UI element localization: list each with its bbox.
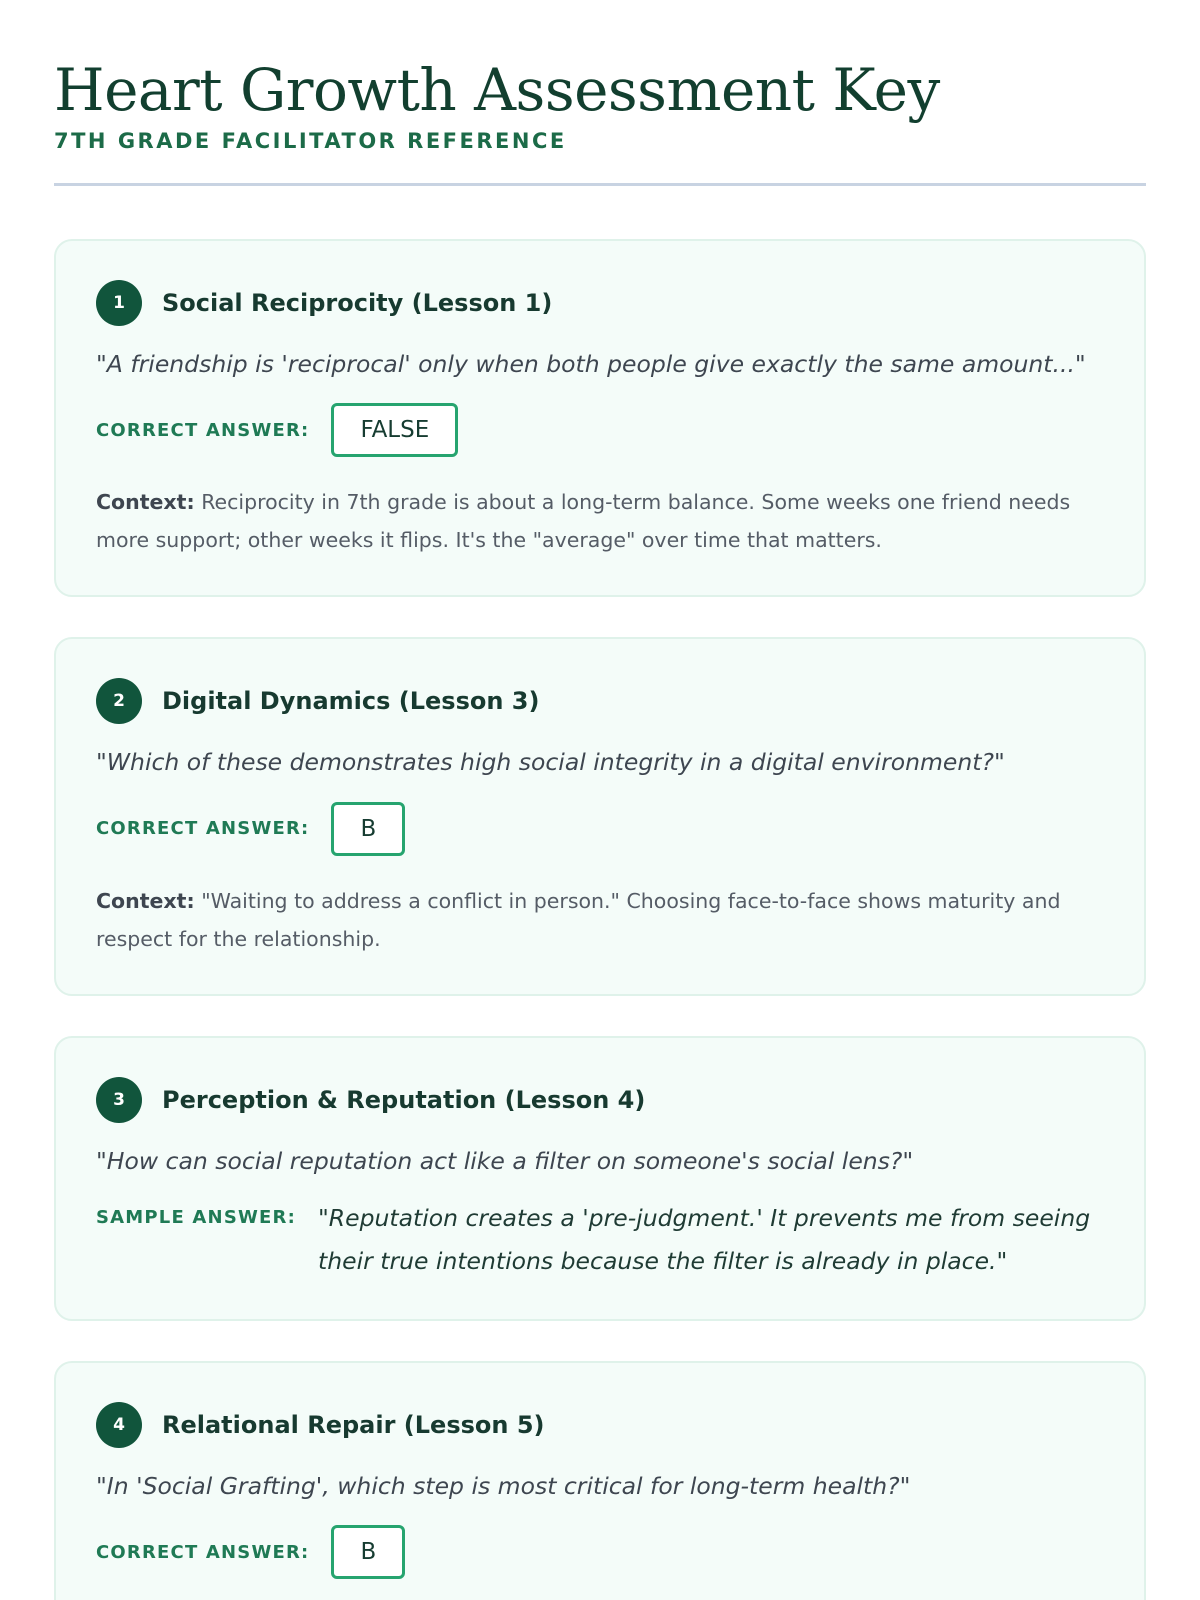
question-card-1 xyxy=(54,239,1146,598)
card-title: Relational Repair (Lesson 5) xyxy=(162,1410,545,1439)
question-card-2 xyxy=(54,637,1146,996)
question-text: "A friendship is 'reciprocal' only when both people give exactly the same amount..." xyxy=(96,349,1086,378)
card-title: Social Reciprocity (Lesson 1) xyxy=(162,288,553,317)
context-text: "Waiting to address a conflict in person." Choosing face-to-face shows maturity and respect for the relationship. xyxy=(96,888,1061,951)
card-header xyxy=(96,1401,1104,1449)
page-title: Heart Growth Assessment Key xyxy=(54,56,940,124)
answer-row xyxy=(96,802,1104,856)
answer-box: FALSE xyxy=(331,403,458,457)
card-header xyxy=(96,1076,1104,1124)
question-text: "How can social reputation act like a filter on someone's social lens?" xyxy=(96,1146,914,1175)
question-text: "In 'Social Grafting', which step is most critical for long-term health?" xyxy=(96,1471,911,1500)
answer-label: CORRECT ANSWER: xyxy=(96,818,310,840)
answer-box: B xyxy=(331,1525,405,1579)
sample-answer-row xyxy=(96,1197,1104,1283)
answer-row xyxy=(96,403,1104,457)
question-card-3 xyxy=(54,1036,1146,1321)
question-number-badge: 2 xyxy=(96,678,142,724)
card-title: Digital Dynamics (Lesson 3) xyxy=(162,687,540,716)
page-subtitle: 7TH GRADE FACILITATOR REFERENCE xyxy=(54,128,567,153)
context-text: Reciprocity in 7th grade is about a long-term balance. Some weeks one friend needs more support; other weeks it flips. It's the "average" over time that matters. xyxy=(96,490,1071,553)
context-label: Context: xyxy=(96,888,195,913)
card-header xyxy=(96,279,1104,327)
context-note xyxy=(96,882,1104,958)
answer-row xyxy=(96,1525,1104,1579)
answer-box: B xyxy=(331,802,405,856)
question-number-badge: 4 xyxy=(96,1402,142,1448)
question-number-badge: 1 xyxy=(96,280,142,326)
question-card-4 xyxy=(54,1361,1146,1600)
card-title: Perception & Reputation (Lesson 4) xyxy=(162,1085,646,1114)
header-divider xyxy=(54,183,1146,186)
sample-answer-text: "Reputation creates a 'pre-judgment.' It prevents me from seeing their true intentions because the filter is already in place." xyxy=(318,1203,1091,1275)
context-note xyxy=(96,483,1104,559)
answer-label: CORRECT ANSWER: xyxy=(96,419,310,441)
question-card-list xyxy=(54,239,1146,1600)
answer-label: CORRECT ANSWER: xyxy=(96,1541,310,1563)
card-header xyxy=(96,677,1104,725)
context-label: Context: xyxy=(96,490,195,515)
answer-label: SAMPLE ANSWER: xyxy=(96,1206,296,1228)
question-number-badge: 3 xyxy=(96,1077,142,1123)
question-text: "Which of these demonstrates high social integrity in a digital environment?" xyxy=(96,748,1005,777)
